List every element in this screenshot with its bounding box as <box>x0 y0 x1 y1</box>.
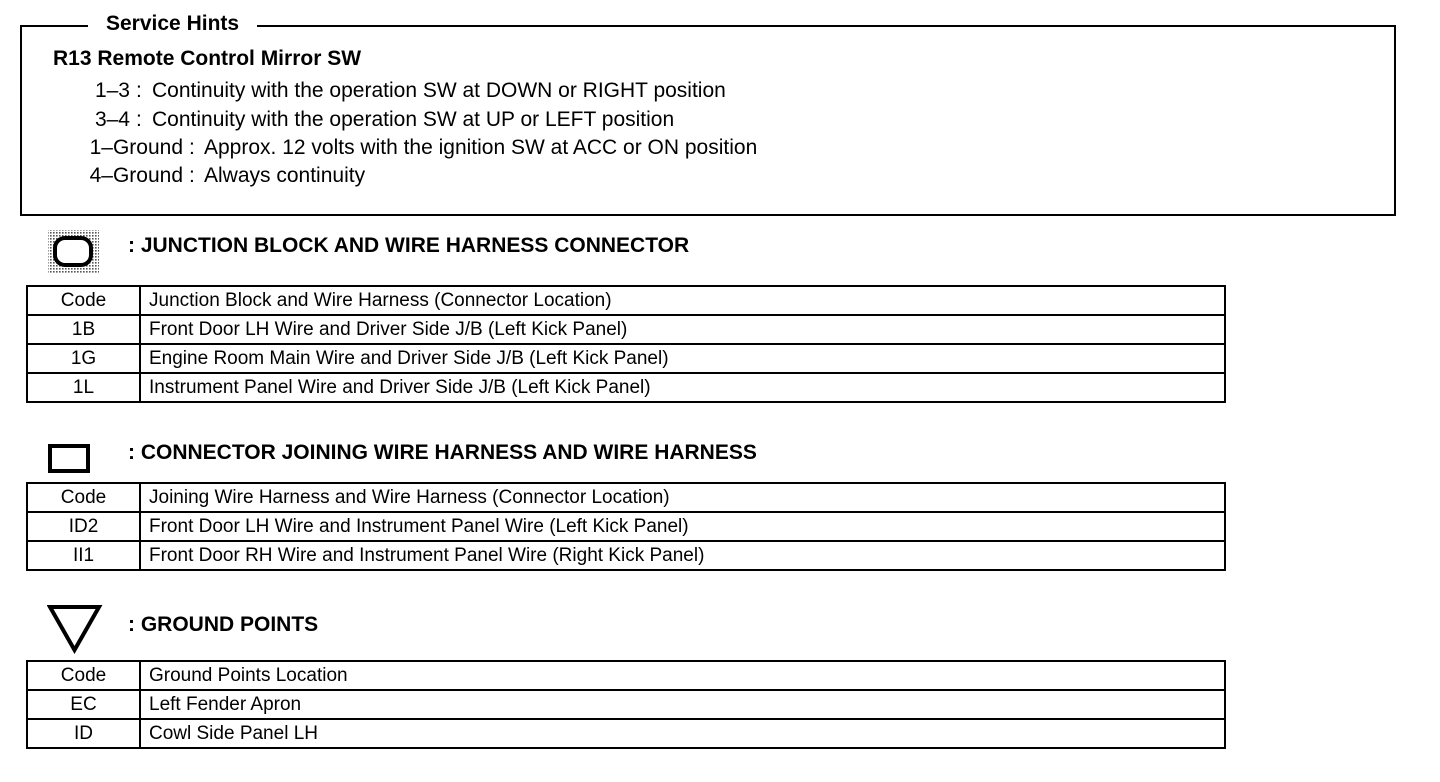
table-row <box>27 719 1225 748</box>
table-row <box>27 373 1225 402</box>
description-header: Joining Wire Harness and Wire Harness (Connector Location) <box>140 483 1225 512</box>
code-cell: EC <box>27 690 140 719</box>
table-row <box>27 541 1225 570</box>
code-cell: 1B <box>27 315 140 344</box>
table-row <box>27 315 1225 344</box>
pin-separator: : <box>136 79 142 102</box>
service-hints-title: Service Hints <box>88 10 257 38</box>
pin-separator: : <box>189 164 195 187</box>
table-header-row <box>27 661 1225 690</box>
description-cell: Instrument Panel Wire and Driver Side J/B (Left Kick Panel) <box>140 373 1225 402</box>
description-cell: Front Door RH Wire and Instrument Panel Wire (Right Kick Panel) <box>140 541 1225 570</box>
code-header: Code <box>27 661 140 690</box>
description-cell: Cowl Side Panel LH <box>140 719 1225 748</box>
code-cell: 1L <box>27 373 140 402</box>
junction-block-heading: : JUNCTION BLOCK AND WIRE HARNESS CONNECTOR <box>128 234 690 257</box>
description-header: Ground Points Location <box>140 661 1225 690</box>
description-header: Junction Block and Wire Harness (Connector Location) <box>140 286 1225 315</box>
pin-separator: : <box>189 136 195 159</box>
description-cell: Left Fender Apron <box>140 690 1225 719</box>
code-header: Code <box>27 286 140 315</box>
rectangle-icon <box>48 444 92 474</box>
pin-label: 1–Ground <box>89 136 183 159</box>
pin-label: 3–4 <box>94 108 130 131</box>
pin-description: Approx. 12 volts with the ignition SW at ACC or ON position <box>204 136 758 159</box>
description-cell: Engine Room Main Wire and Driver Side J/B (Left Kick Panel) <box>140 344 1225 373</box>
ground-points-table <box>26 660 1226 749</box>
description-cell: Front Door LH Wire and Driver Side J/B (Left Kick Panel) <box>140 315 1225 344</box>
pin-separator: : <box>136 108 142 131</box>
pin-description: Continuity with the operation SW at UP or LEFT position <box>152 108 675 131</box>
ground-points-heading: : GROUND POINTS <box>128 613 319 636</box>
pin-description: Always continuity <box>204 164 366 187</box>
pin-label: 4–Ground <box>89 164 183 187</box>
code-cell: 1G <box>27 344 140 373</box>
description-cell: Front Door LH Wire and Instrument Panel Wire (Left Kick Panel) <box>140 512 1225 541</box>
down-triangle-icon <box>47 604 103 654</box>
table-header-row <box>27 483 1225 512</box>
connector-joining-table <box>26 482 1226 571</box>
table-row <box>27 512 1225 541</box>
pin-label: 1–3 <box>94 79 130 102</box>
table-row <box>27 344 1225 373</box>
table-row <box>27 690 1225 719</box>
component-title: R13 Remote Control Mirror SW <box>53 47 362 70</box>
code-header: Code <box>27 483 140 512</box>
code-cell: II1 <box>27 541 140 570</box>
connector-joining-heading: : CONNECTOR JOINING WIRE HARNESS AND WIRE HARNESS <box>128 441 757 464</box>
code-cell: ID2 <box>27 512 140 541</box>
junction-block-table <box>26 285 1226 403</box>
pin-description: Continuity with the operation SW at DOWN or RIGHT position <box>152 79 726 102</box>
rounded-rect-shaded-icon <box>47 229 101 275</box>
table-header-row <box>27 286 1225 315</box>
code-cell: ID <box>27 719 140 748</box>
